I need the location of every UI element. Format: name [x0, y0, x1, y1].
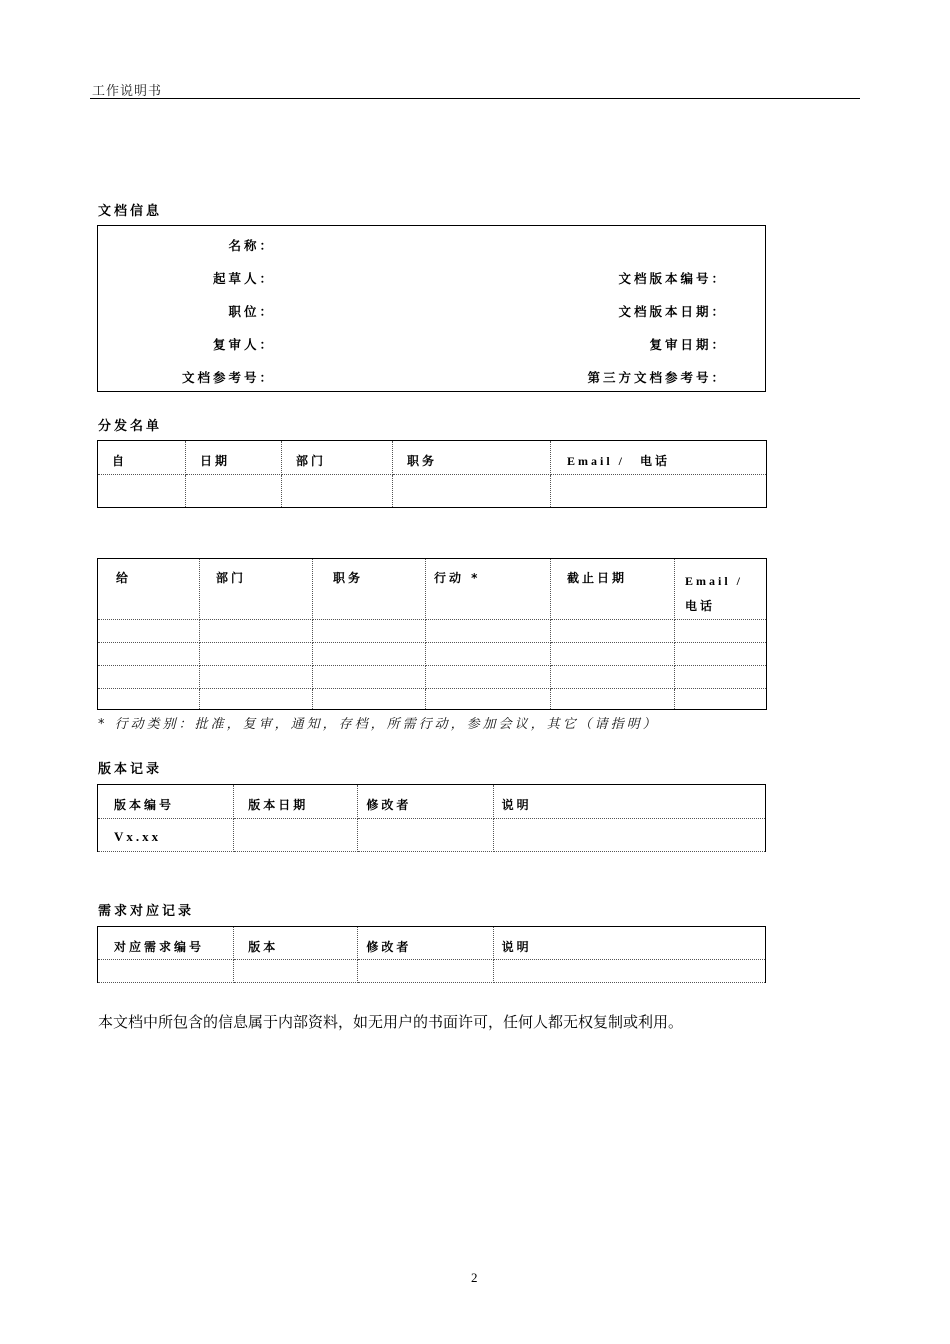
table-cell[interactable] — [98, 643, 200, 666]
version-header-row — [98, 785, 766, 819]
table-cell[interactable] — [200, 666, 313, 689]
table-cell[interactable] — [358, 960, 493, 983]
cell-department[interactable] — [282, 475, 393, 508]
doc-info-box — [97, 225, 766, 392]
col-to: 给 — [98, 559, 200, 620]
table-cell[interactable] — [675, 689, 767, 710]
col-email-phone: Email / 电话 — [551, 441, 767, 475]
col-description: 说明 — [493, 785, 765, 819]
table-row — [98, 620, 767, 643]
version-history-title: 版本记录 — [98, 762, 163, 777]
col-action: 行动 * — [426, 559, 551, 620]
version-date-cell[interactable] — [234, 819, 358, 852]
col-from: 自 — [98, 441, 186, 475]
table-cell[interactable] — [551, 620, 675, 643]
col-modified-by: 修改者 — [358, 785, 493, 819]
table-row — [98, 689, 767, 710]
table-cell[interactable] — [675, 666, 767, 689]
table-row — [98, 819, 766, 852]
doc-reference-label: 文档参考号： — [181, 370, 275, 385]
modified-by-cell[interactable] — [358, 819, 493, 852]
table-cell[interactable] — [675, 643, 767, 666]
page-number: 2 — [471, 1270, 478, 1285]
col-deadline: 截止日期 — [551, 559, 675, 620]
col-version-number: 版本编号 — [98, 785, 234, 819]
table-row — [98, 643, 767, 666]
action-type-note: * 行动类别：批准，复审，通知，存档，所需行动，参加会议，其它（请指明） — [98, 717, 659, 732]
requirement-trace-title: 需求对应记录 — [98, 904, 195, 919]
table-cell[interactable] — [200, 620, 313, 643]
col-version: 版本 — [234, 927, 358, 960]
cell-from[interactable] — [98, 475, 186, 508]
table-cell[interactable] — [426, 666, 551, 689]
table-cell[interactable] — [313, 643, 426, 666]
col-requirement-id: 对应需求编号 — [98, 927, 234, 960]
table-cell[interactable] — [200, 689, 313, 710]
col-version-date: 版本日期 — [234, 785, 358, 819]
col-title: 职务 — [313, 559, 426, 620]
table-cell[interactable] — [98, 620, 200, 643]
table-cell[interactable] — [98, 960, 234, 983]
table-cell[interactable] — [551, 643, 675, 666]
position-label: 职位： — [228, 304, 275, 319]
col-modified-by: 修改者 — [358, 927, 493, 960]
col-title: 职务 — [393, 441, 551, 475]
table-cell[interactable] — [98, 666, 200, 689]
distribution-table — [97, 440, 767, 508]
table-cell[interactable] — [234, 960, 358, 983]
doc-info-title: 文档信息 — [98, 204, 163, 219]
version-history-table — [97, 784, 766, 852]
col-description: 说明 — [493, 927, 765, 960]
table-cell[interactable] — [313, 666, 426, 689]
document-header-title: 工作说明书 — [92, 84, 163, 99]
table-row — [98, 666, 767, 689]
col-department: 部门 — [200, 559, 313, 620]
requirement-header-row — [98, 927, 766, 960]
drafter-label: 起草人： — [212, 271, 275, 286]
review-date-label: 复审日期： — [649, 337, 727, 352]
col-email-phone: Email / 电话 — [675, 559, 767, 620]
doc-version-number-label: 文档版本编号： — [618, 271, 727, 286]
table-cell[interactable] — [493, 960, 765, 983]
table-cell[interactable] — [313, 620, 426, 643]
action-table — [97, 558, 767, 710]
doc-version-date-label: 文档版本日期： — [618, 304, 727, 319]
table-cell[interactable] — [675, 620, 767, 643]
confidentiality-statement: 本文档中所包含的信息属于内部资料，如无用户的书面许可，任何人都无权复制或利用。 — [98, 1013, 684, 1031]
distribution-header-row — [98, 441, 767, 475]
cell-email-phone[interactable] — [551, 475, 767, 508]
cell-title[interactable] — [393, 475, 551, 508]
col-date: 日期 — [186, 441, 282, 475]
table-cell[interactable] — [426, 643, 551, 666]
table-cell[interactable] — [426, 689, 551, 710]
table-cell[interactable] — [313, 689, 426, 710]
action-header-row — [98, 559, 767, 620]
col-department: 部门 — [282, 441, 393, 475]
table-cell[interactable] — [426, 620, 551, 643]
cell-date[interactable] — [186, 475, 282, 508]
distribution-title: 分发名单 — [98, 419, 163, 434]
version-number-cell[interactable]: Vx.xx — [98, 819, 234, 852]
table-cell[interactable] — [551, 666, 675, 689]
requirement-trace-table — [97, 926, 766, 983]
reviewer-label: 复审人： — [212, 337, 275, 352]
table-row — [98, 960, 766, 983]
doc-name-label: 名称： — [228, 238, 275, 253]
third-party-reference-label: 第三方文档参考号： — [587, 370, 727, 385]
table-cell[interactable] — [200, 643, 313, 666]
table-row — [98, 475, 767, 508]
header-divider — [90, 98, 860, 99]
description-cell[interactable] — [493, 819, 765, 852]
table-cell[interactable] — [551, 689, 675, 710]
table-cell[interactable] — [98, 689, 200, 710]
